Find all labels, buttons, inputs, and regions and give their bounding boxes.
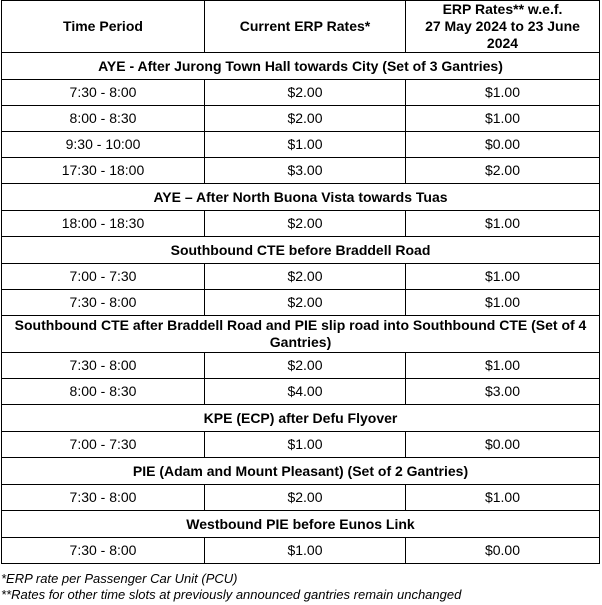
section-row: [2, 405, 600, 432]
cell-current-rate: $1.00: [205, 132, 406, 158]
table-row: [2, 106, 600, 132]
cell-current-rate: $1.00: [205, 432, 406, 458]
table-body: [2, 53, 600, 564]
table-row: [2, 353, 600, 379]
table-row: [2, 432, 600, 458]
cell-new-rate: $1.00: [406, 290, 600, 316]
table-header-row: [2, 1, 600, 53]
cell-current-rate: $2.00: [205, 80, 406, 106]
header-current-rates: Current ERP Rates*: [205, 1, 406, 53]
section-title: Southbound CTE after Braddell Road and PIE slip road into Southbound CTE (Set of 4 Gantries): [2, 316, 600, 353]
footnote-pcu: *ERP rate per Passenger Car Unit (PCU): [1, 571, 238, 586]
header-time-period: Time Period: [2, 1, 205, 53]
footnotes: [1, 571, 461, 603]
table-row: [2, 211, 600, 237]
footnote-other-slots: **Rates for other time slots at previously announced gantries remain unchanged: [1, 587, 462, 602]
section-title: Westbound PIE before Eunos Link: [2, 511, 600, 538]
cell-time: 7:00 - 7:30: [2, 432, 205, 458]
cell-new-rate: $1.00: [406, 211, 600, 237]
header-new-rates: [406, 1, 600, 53]
table-row: [2, 379, 600, 405]
cell-current-rate: $2.00: [205, 264, 406, 290]
header-new-rates-line1: ERP Rates** w.e.f.: [442, 1, 563, 17]
section-title: Southbound CTE before Braddell Road: [2, 237, 600, 264]
cell-new-rate: $1.00: [406, 106, 600, 132]
header-new-rates-line2: 27 May 2024 to 23 June 2024: [425, 18, 580, 51]
cell-new-rate: $1.00: [406, 264, 600, 290]
section-row: [2, 237, 600, 264]
section-row: [2, 184, 600, 211]
cell-current-rate: $2.00: [205, 290, 406, 316]
cell-new-rate: $1.00: [406, 485, 600, 511]
table-row: [2, 80, 600, 106]
cell-current-rate: $1.00: [205, 538, 406, 564]
table-row: [2, 538, 600, 564]
cell-time: 7:30 - 8:00: [2, 80, 205, 106]
section-row: [2, 458, 600, 485]
section-row: [2, 511, 600, 538]
section-title: AYE - After Jurong Town Hall towards City (Set of 3 Gantries): [2, 53, 600, 80]
cell-new-rate: $3.00: [406, 379, 600, 405]
cell-current-rate: $2.00: [205, 211, 406, 237]
cell-time: 7:00 - 7:30: [2, 264, 205, 290]
table-row: [2, 132, 600, 158]
erp-rates-table: [1, 0, 600, 564]
cell-current-rate: $2.00: [205, 106, 406, 132]
cell-time: 7:30 - 8:00: [2, 485, 205, 511]
cell-time: 7:30 - 8:00: [2, 538, 205, 564]
cell-new-rate: $0.00: [406, 432, 600, 458]
cell-time: 7:30 - 8:00: [2, 290, 205, 316]
section-row: [2, 53, 600, 80]
cell-time: 18:00 - 18:30: [2, 211, 205, 237]
table-row: [2, 485, 600, 511]
cell-new-rate: $0.00: [406, 538, 600, 564]
table-row: [2, 264, 600, 290]
cell-time: 8:00 - 8:30: [2, 106, 205, 132]
section-title: PIE (Adam and Mount Pleasant) (Set of 2 Gantries): [2, 458, 600, 485]
cell-time: 7:30 - 8:00: [2, 353, 205, 379]
cell-time: 8:00 - 8:30: [2, 379, 205, 405]
section-title: AYE – After North Buona Vista towards Tuas: [2, 184, 600, 211]
section-title: KPE (ECP) after Defu Flyover: [2, 405, 600, 432]
table-row: [2, 290, 600, 316]
cell-new-rate: $0.00: [406, 132, 600, 158]
cell-current-rate: $3.00: [205, 158, 406, 184]
cell-time: 17:30 - 18:00: [2, 158, 205, 184]
cell-new-rate: $1.00: [406, 353, 600, 379]
cell-current-rate: $2.00: [205, 353, 406, 379]
table-row: [2, 158, 600, 184]
section-row: [2, 316, 600, 353]
cell-time: 9:30 - 10:00: [2, 132, 205, 158]
cell-current-rate: $4.00: [205, 379, 406, 405]
cell-new-rate: $1.00: [406, 80, 600, 106]
cell-current-rate: $2.00: [205, 485, 406, 511]
cell-new-rate: $2.00: [406, 158, 600, 184]
